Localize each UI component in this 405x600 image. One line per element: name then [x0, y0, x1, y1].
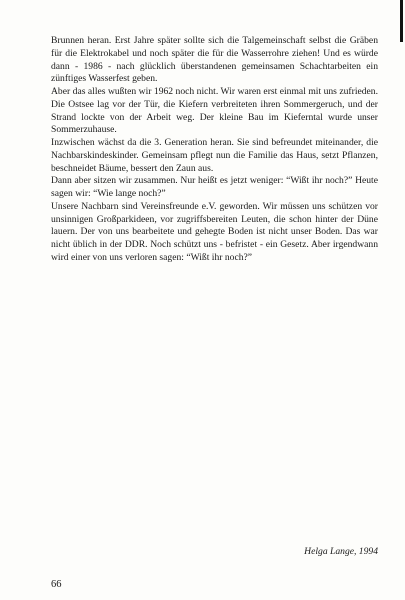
page-number: 66	[51, 579, 62, 590]
author-signature: Helga Lange, 1994	[304, 546, 378, 557]
body-text	[51, 35, 378, 265]
paragraph: Aber das alles wußten wir 1962 noch nicht. Wir waren erst einmal mit uns zufrieden. Die Ostsee lag vor der Tür, die Kiefern verbreiteten ihren Sommergeruch, und der Strand lockte von der Arbeit weg. Der kleine Bau im Kieferntal wurde unser Sommerzuhause.	[51, 86, 378, 136]
paragraph: Brunnen heran. Erst Jahre später sollte sich die Talgemeinschaft selbst die Gräben für die Elektrokabel und noch später die für die Wasserrohre ziehen! Und es würde dann - 1986 - nach glücklich überstandenen gemeinsamen Schachtarbeiten ein zünftiges Wasserfest geben.	[51, 35, 378, 85]
paragraph: Unsere Nachbarn sind Vereinsfreunde e.V. geworden. Wir müssen uns schützen vor unsinnigen Großparkideen, vor zugriffsbereiten Leuten, die schon hinter der Düne lauern. Der von uns bearbeitete und gehegte Boden ist nicht unser Boden. Das war nicht üblich in der DDR. Noch schützt uns - befristet - ein Gesetz. Aber irgendwann wird einer von uns verloren sagen: “Wißt ihr noch?”	[51, 200, 378, 263]
paragraph: Dann aber sitzen wir zusammen. Nur heißt es jetzt weniger: “Wißt ihr noch?” Heute sagen wir: “Wie lange noch?”	[51, 175, 378, 199]
page-edge-mark	[400, 0, 403, 42]
paragraph: Inzwischen wächst da die 3. Generation heran. Sie sind befreundet miteinander, die Nachbarskindeskinder. Gemeinsam pflegt nun die Familie das Haus, setzt Pflanzen, beschneidet Bäume, bessert den Zaun aus.	[51, 137, 378, 174]
